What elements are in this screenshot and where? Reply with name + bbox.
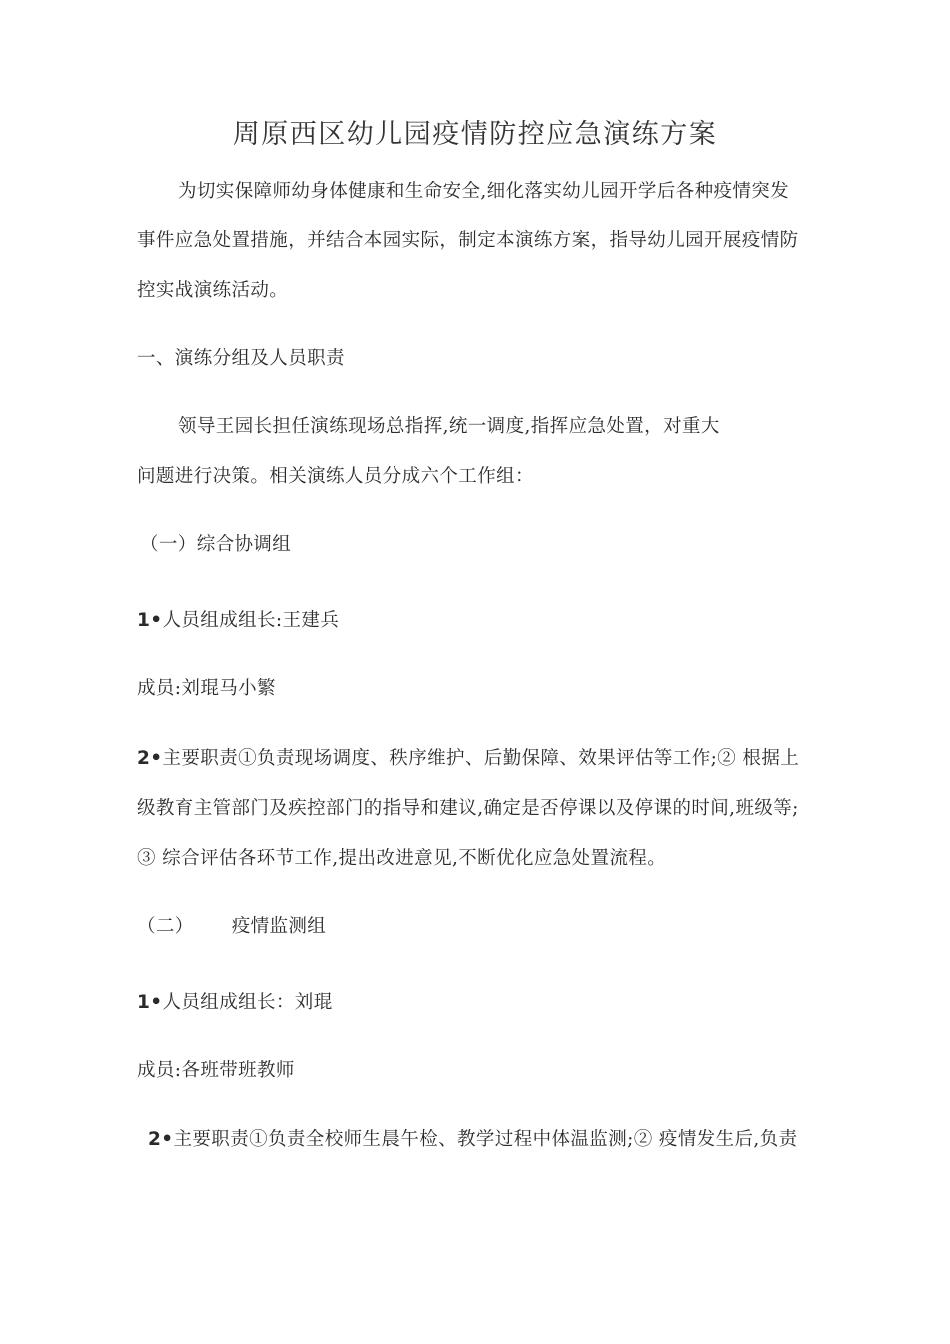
group1-item1-text: 人员组成组长:王建兵 bbox=[162, 610, 340, 631]
group2-heading-prefix: （二） bbox=[137, 916, 194, 937]
leader-line-2: 问题进行决策。相关演练人员分成六个工作组： bbox=[137, 466, 534, 487]
group2-item1 bbox=[137, 991, 333, 1015]
group1-item1-number: 1• bbox=[137, 610, 163, 631]
page-title: 周原西区幼儿园疫情防控应急演练方案 bbox=[232, 119, 718, 150]
group1-duty-line-1 bbox=[137, 747, 799, 771]
group1-item2-number: 2• bbox=[137, 748, 163, 769]
group1-item1 bbox=[137, 609, 339, 633]
intro-line-1: 为切实保障师幼身体健康和生命安全,细化落实幼儿园开学后各种疫情突发 bbox=[178, 181, 790, 202]
group2-members: 成员:各班带班教师 bbox=[137, 1060, 295, 1081]
group1-duty-line-3: ③ 综合评估各环节工作,提出改进意见,不断优化应急处置流程。 bbox=[137, 848, 667, 869]
group2-duty-text-1: 主要职责①负责全校师生晨午检、教学过程中体温监测;② 疫情发生后,负责 bbox=[173, 1129, 798, 1150]
group1-heading: （一）综合协调组 bbox=[140, 534, 292, 555]
intro-line-3: 控实战演练活动。 bbox=[137, 280, 289, 301]
group2-item2-number: 2• bbox=[148, 1129, 174, 1150]
group2-item1-text: 人员组成组长：刘琨 bbox=[162, 992, 333, 1013]
section-heading: 一、演练分组及人员职责 bbox=[137, 348, 345, 369]
group2-heading-name: 疫情监测组 bbox=[231, 916, 327, 937]
group1-duty-line-2: 级教育主管部门及疾控部门的指导和建议,确定是否停课以及停课的时间,班级等; bbox=[137, 798, 799, 819]
group2-item1-number: 1• bbox=[137, 992, 163, 1013]
group2-heading bbox=[137, 915, 326, 939]
group2-duty-line-1 bbox=[148, 1128, 798, 1152]
leader-line-1: 领导王园长担任演练现场总指挥,统一调度,指挥应急处置，对重大 bbox=[178, 416, 720, 437]
group1-duty-text-1: 主要职责①负责现场调度、秩序维护、后勤保障、效果评估等工作;② 根据上 bbox=[162, 748, 800, 769]
intro-line-2: 事件应急处置措施，并结合本园实际，制定本演练方案，指导幼儿园开展疫情防 bbox=[137, 230, 799, 251]
group1-members: 成员:刘琨马小繁 bbox=[137, 678, 276, 699]
